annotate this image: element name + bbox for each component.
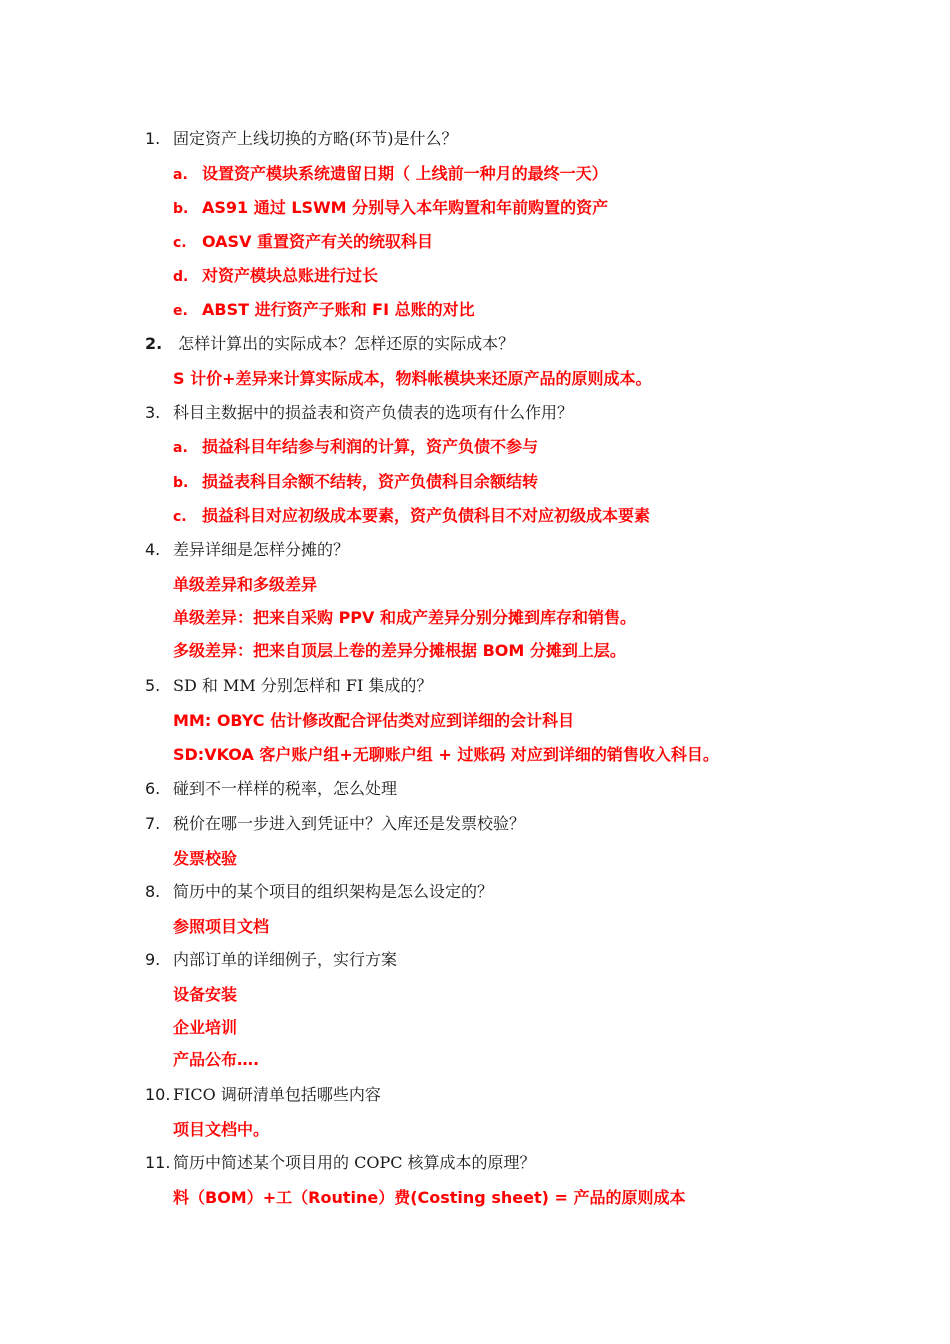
answer-line: 参照项目文档: [173, 917, 270, 936]
answer-item: [173, 469, 538, 492]
question-number: 7.: [145, 814, 161, 833]
item-letter: c.: [173, 235, 187, 251]
question-number: 6.: [145, 779, 161, 798]
question-text: 简历中的某个项目的组织架构是怎么设定的？: [173, 882, 494, 901]
question-number: 9.: [145, 950, 161, 969]
answer-line: 单级差异：把来自采购 PPV 和成产差异分别分摊到库存和销售。: [173, 608, 636, 627]
question-text: 碰到不一样样的税率，怎么处理: [173, 779, 398, 798]
question-number: 4.: [145, 540, 161, 559]
answer-text: AS91 通过 LSWM 分别导入本年购置和年前购置的资产: [202, 198, 609, 217]
answer-line: 多级差异：把来自顶层上卷的差异分摊根据 BOM 分摊到上层。: [173, 641, 626, 660]
question-number: 5.: [145, 676, 161, 695]
answer-text: 对资产模块总账进行过长: [202, 266, 379, 285]
answer-line: MM: OBYC 估计修改配合评估类对应到详细的会计科目: [173, 711, 575, 730]
question-3: [145, 400, 573, 423]
question-text: 内部订单的详细例子，实行方案: [173, 950, 398, 969]
question-4: [145, 537, 349, 560]
question-11: [145, 1150, 536, 1173]
question-number: 11.: [145, 1153, 171, 1172]
answer-item: [173, 297, 475, 320]
answer-line: 料（BOM）+工（Routine）费(Costing sheet) = 产品的原则成本: [173, 1188, 686, 1207]
answer-line: 企业培训: [173, 1018, 238, 1037]
question-number: 1.: [145, 129, 161, 148]
answer-line: S 计价+差异来计算实际成本，物料帐模块来还原产品的原则成本。: [173, 369, 652, 388]
question-9: [145, 947, 397, 970]
answer-text: ABST 进行资产子账和 FI 总账的对比: [202, 300, 475, 319]
question-text: 怎样计算出的实际成本？怎样还原的实际成本？: [173, 334, 515, 353]
question-text: 简历中简述某个项目用的 COPC 核算成本的原理？: [173, 1153, 536, 1172]
item-letter: a.: [173, 440, 188, 456]
question-5: [145, 673, 432, 696]
answer-line: 项目文档中。: [173, 1120, 270, 1139]
answer-line: 发票校验: [173, 849, 238, 868]
answer-line: 产品公布….: [173, 1050, 260, 1069]
answer-line: 设备安装: [173, 985, 238, 1004]
answer-text: 损益表科目余额不结转，资产负债科目余额结转: [202, 472, 539, 491]
answer-item: [173, 503, 650, 526]
question-8: [145, 879, 493, 902]
question-text: 税价在哪一步进入到凭证中？入库还是发票校验？: [173, 814, 526, 833]
question-10: [145, 1082, 381, 1105]
question-7: [145, 811, 525, 834]
question-6: [145, 776, 397, 799]
question-number: 8.: [145, 882, 161, 901]
question-text: 固定资产上线切换的方略(环节)是什么？: [173, 129, 458, 148]
question-1: [145, 126, 458, 149]
answer-text: OASV 重置资产有关的统驭科目: [202, 232, 434, 251]
question-2: [145, 331, 514, 354]
answer-text: 损益科目年结参与利润的计算，资产负债不参与: [202, 437, 539, 456]
item-letter: b.: [173, 201, 189, 217]
question-text: SD 和 MM 分别怎样和 FI 集成的？: [173, 676, 433, 695]
question-number: 2.: [145, 334, 163, 353]
answer-line: 单级差异和多级差异: [173, 575, 318, 594]
item-letter: d.: [173, 269, 189, 285]
question-text: 科目主数据中的损益表和资产负债表的选项有什么作用？: [173, 403, 574, 422]
question-text: FICO 调研清单包括哪些内容: [173, 1085, 381, 1104]
item-letter: b.: [173, 475, 189, 491]
question-text: 差异详细是怎样分摊的？: [173, 540, 350, 559]
answer-text: 设置资产模块系统遗留日期（ 上线前一种月的最终一天）: [202, 164, 608, 183]
answer-item: [173, 229, 433, 252]
item-letter: e.: [173, 303, 188, 319]
answer-text: 损益科目对应初级成本要素，资产负债科目不对应初级成本要素: [202, 506, 651, 525]
question-number: 3.: [145, 403, 161, 422]
question-number: 10.: [145, 1085, 171, 1104]
item-letter: a.: [173, 167, 188, 183]
answer-item: [173, 195, 608, 218]
answer-item: [173, 161, 608, 184]
answer-line: SD:VKOA 客户账户组+无聊账户组 + 过账码 对应到详细的销售收入科目。: [173, 745, 719, 764]
answer-item: [173, 263, 378, 286]
answer-item: [173, 434, 538, 457]
item-letter: c.: [173, 509, 187, 525]
